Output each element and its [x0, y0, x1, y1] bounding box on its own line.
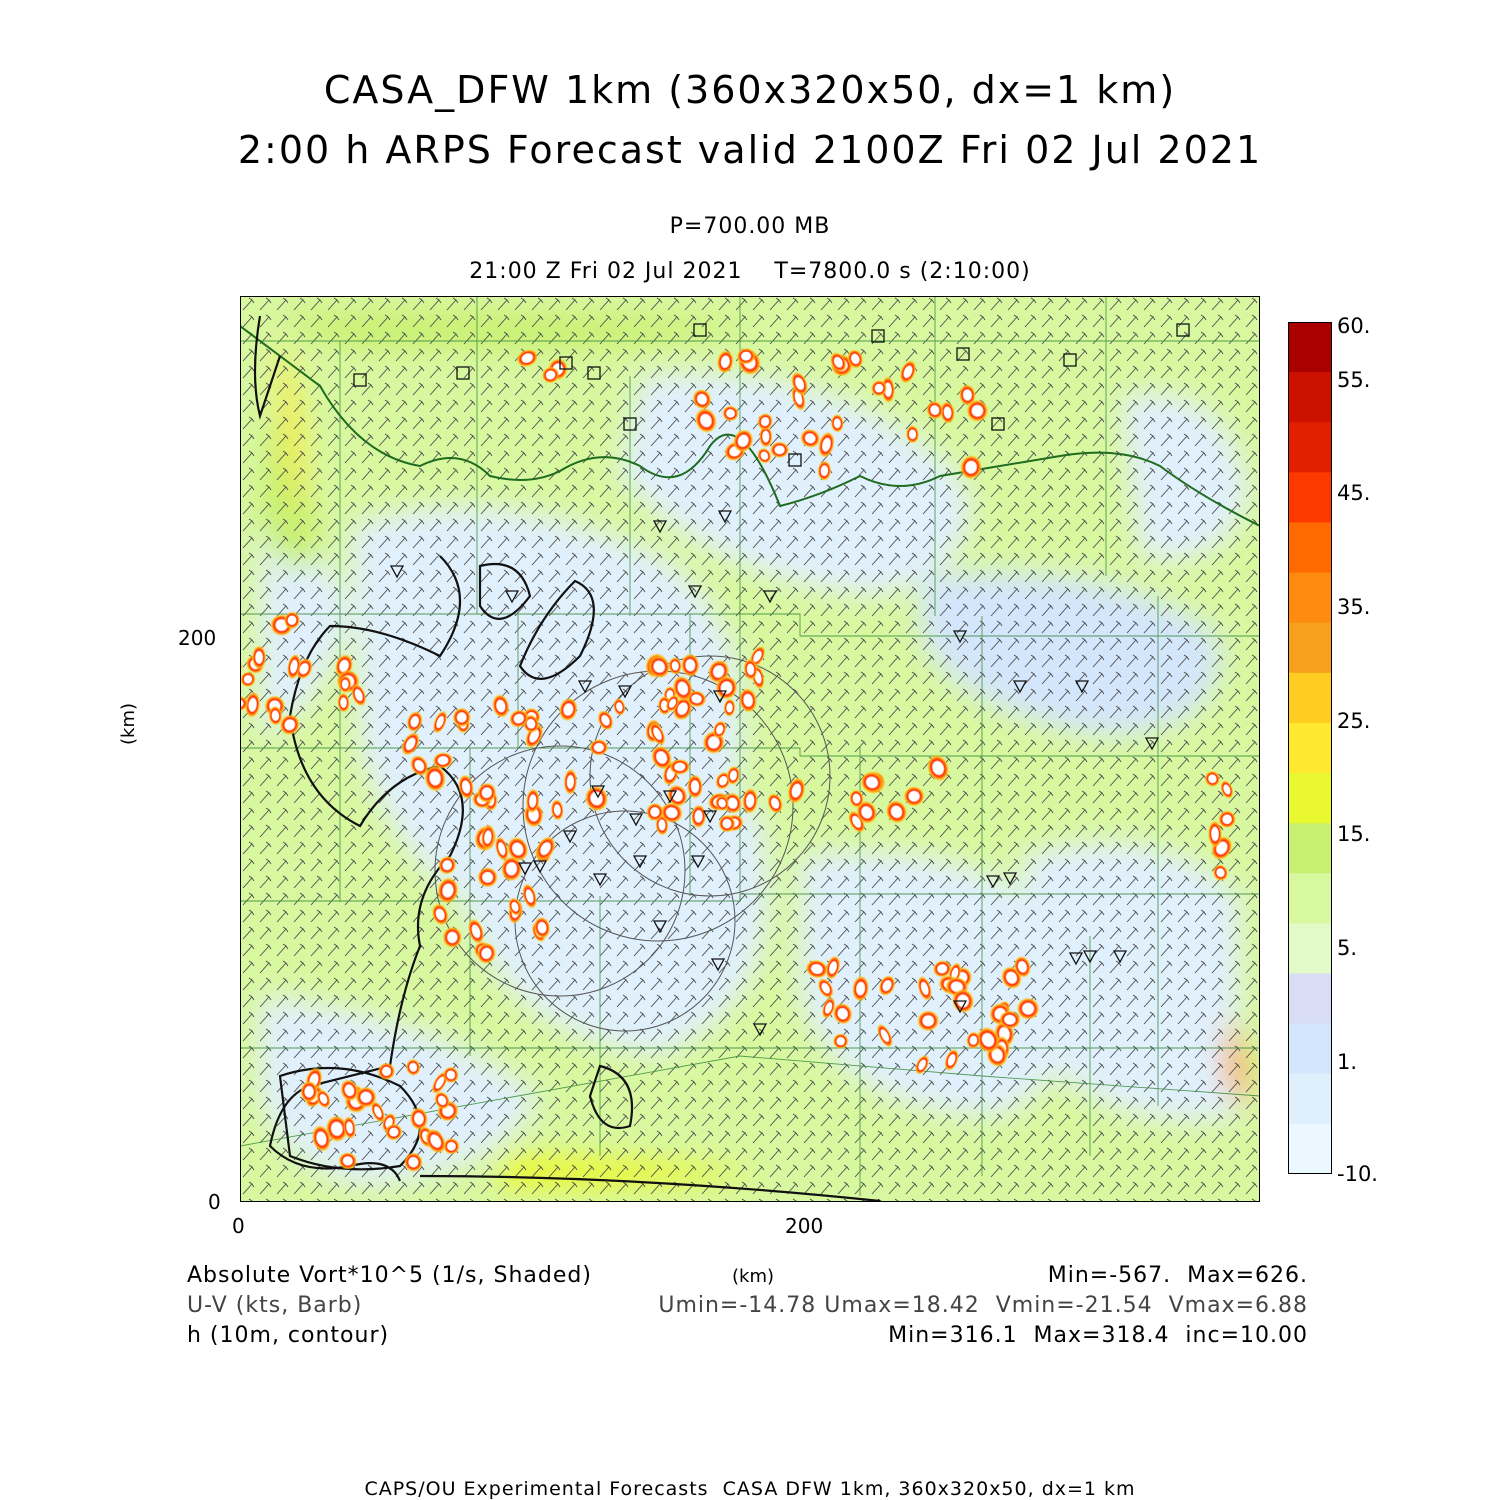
y-tick-label-0: 0	[208, 1190, 221, 1214]
colorbar-swatch	[1288, 1074, 1332, 1125]
legend-field3-stats: Min=316.1 Max=318.4 inc=10.00	[888, 1323, 1308, 1348]
colorbar-label-60: 60.	[1337, 314, 1371, 338]
valid-time-label: 21:00 Z Fri 02 Jul 2021 T=7800.0 s (2:10:00)	[469, 259, 1031, 284]
colorbar-swatch	[1288, 1124, 1332, 1174]
colorbar-swatch	[1288, 723, 1332, 774]
x-tick-label-200: 200	[785, 1214, 824, 1238]
colorbar-label-45: 45.	[1337, 481, 1371, 505]
x-tick-label-0: 0	[232, 1214, 245, 1238]
plot-title-line1: CASA_DFW 1km (360x320x50, dx=1 km)	[323, 68, 1177, 112]
colorbar-label-1: 1.	[1337, 1050, 1358, 1074]
colorbar-swatch	[1288, 923, 1332, 974]
colorbar-swatch	[1288, 823, 1332, 874]
colorbar-swatch	[1288, 573, 1332, 624]
colorbar-label-35: 35.	[1337, 595, 1371, 619]
colorbar-swatch	[1288, 673, 1332, 724]
colorbar-swatch	[1288, 522, 1332, 573]
colorbar-swatch	[1288, 623, 1332, 674]
colorbar-swatch	[1288, 873, 1332, 924]
pressure-level-label: P=700.00 MB	[669, 214, 831, 239]
colorbar-swatch	[1288, 372, 1332, 423]
colorbar-swatch	[1288, 472, 1332, 523]
vorticity-cell	[770, 441, 790, 458]
vorticity-cell	[252, 645, 267, 670]
colorbar-label-minus10: -10.	[1337, 1162, 1378, 1186]
plot-title-line2: 2:00 h ARPS Forecast valid 2100Z Fri 02 Jul 2021	[237, 128, 1263, 172]
legend-field3-name: h (10m, contour)	[187, 1323, 390, 1348]
y-axis-unit-label: (km)	[118, 702, 139, 745]
colorbar-label-55: 55.	[1337, 368, 1371, 392]
legend-field1-stats: Min=-567. Max=626.	[1047, 1263, 1308, 1288]
colorbar	[1288, 322, 1332, 1174]
colorbar-swatch	[1288, 974, 1332, 1025]
footer-credit: CAPS/OU Experimental Forecasts CASA DFW 1km, 360x320x50, dx=1 km	[364, 1478, 1136, 1500]
legend-field2-name: U-V (kts, Barb)	[187, 1293, 363, 1318]
colorbar-swatch	[1288, 773, 1332, 824]
y-tick-label-200: 200	[178, 626, 217, 650]
colorbar-label-25: 25.	[1337, 709, 1371, 733]
colorbar-swatch	[1288, 1024, 1332, 1075]
x-axis-unit-label: (km)	[732, 1266, 775, 1287]
vorticity-map-plot	[240, 296, 1260, 1202]
colorbar-swatch	[1288, 422, 1332, 473]
colorbar-label-15: 15.	[1337, 822, 1371, 846]
colorbar-label-5: 5.	[1337, 936, 1358, 960]
legend-field1-name: Absolute Vort*10^5 (1/s, Shaded)	[187, 1263, 592, 1288]
colorbar-swatch	[1288, 322, 1332, 373]
legend-field2-stats: Umin=-14.78 Umax=18.42 Vmin=-21.54 Vmax=6.88	[658, 1293, 1308, 1318]
